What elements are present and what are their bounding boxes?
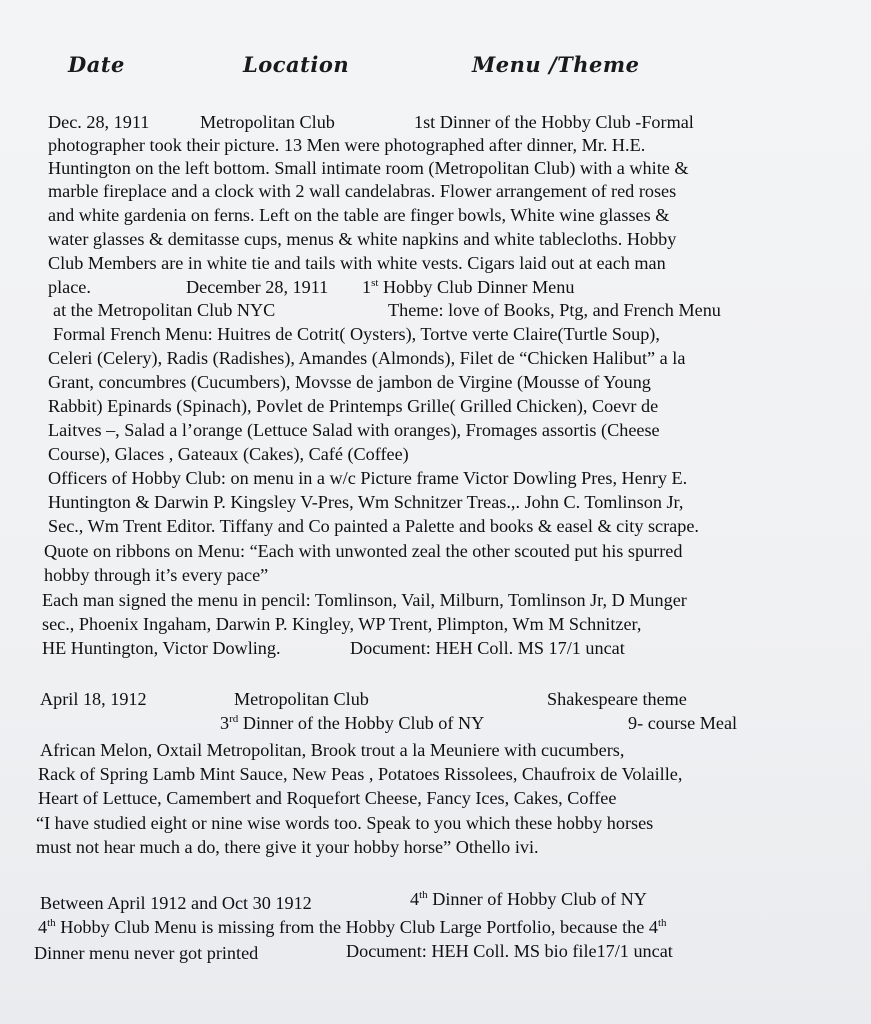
entry2-location: Metropolitan Club [234,689,369,709]
entry3-line2: Dinner menu never got printed [34,943,259,963]
menu-line: Rabbit) Epinards (Spinach), Povlet de Printemps Grille( Grilled Chicken), Coevr de [48,396,659,416]
entry1-line: Huntington on the left bottom. Small intimate room (Metropolitan Club) with a white & [48,158,689,178]
menu-line: Formal French Menu: Huitres de Cotrit( Oysters), Tortve verte Claire(Turtle Soup), [53,324,660,344]
menu-line: Each man signed the menu in pencil: Tomlinson, Vail, Milburn, Tomlinson Jr, D Munger [42,590,687,610]
entry3-line: 4th Hobby Club Menu is missing from the Hobby Club Large Portfolio, because the 4th [38,917,667,937]
entry2-theme: Shakespeare theme [547,689,687,709]
entry3-date: Between April 1912 and Oct 30 1912 [40,893,312,913]
entry1-place-word: place. [48,277,91,297]
entry1-line: photographer took their picture. 13 Men were photographed after dinner, Mr. H.E. [48,135,646,155]
entry2-line: must not hear much a do, there give it your hobby horse” Othello ivi. [36,837,539,857]
entry3-document: Document: HEH Coll. MS bio file17/1 uncat [346,941,673,961]
entry1-menu-title: 1st Hobby Club Dinner Menu [362,277,575,297]
entry1-theme: Theme: love of Books, Ptg, and French Menu [388,300,721,320]
entry2-course: 9- course Meal [628,713,738,733]
location-header: Location [243,52,350,77]
menu-line: Grant, concumbres (Cucumbers), Movsse de jambon de Virgine (Mousse of Young [48,372,651,392]
menu-line: Huntington & Darwin P. Kingsley V-Pres, Wm Schnitzer Treas.,. John C. Tomlinson Jr, [48,492,684,512]
entry2-date: April 18, 1912 [40,689,147,709]
menu-line: Course), Glaces , Gateaux (Cakes), Café (Coffee) [48,444,409,464]
date-header: Date [68,52,125,77]
entry2-line: Heart of Lettuce, Camembert and Roquefort Cheese, Fancy Ices, Cakes, Coffee [38,788,617,808]
entry1-location: Metropolitan Club [200,112,335,132]
menu-line: hobby through it’s every pace” [44,565,269,585]
menu-line: Laitves –, Salad a l’orange (Lettuce Salad with oranges), Fromages assortis (Cheese [48,420,660,440]
menu-theme-header: Menu /Theme [472,52,640,77]
entry1-menu-date: December 28, 1911 [186,277,329,297]
menu-line: Quote on ribbons on Menu: “Each with unwonted zeal the other scouted put his spurred [44,541,683,561]
entry1-line: water glasses & demitasse cups, menus & white napkins and white tablecloths. Hobby [48,229,677,249]
entry1-venue: at the Metropolitan Club NYC [53,300,276,320]
menu-line: Officers of Hobby Club: on menu in a w/c Picture frame Victor Dowling Pres, Henry E. [48,468,688,488]
entry1-line: marble fireplace and a clock with 2 wall candelabras. Flower arrangement of red roses [48,181,677,201]
entry1-date: Dec. 28, 1911 [48,112,150,132]
entry1-line: and white gardenia on ferns. Left on the table are finger bowls, White wine glasses & [48,205,670,225]
entry2-line: African Melon, Oxtail Metropolitan, Brook trout a la Meuniere with cucumbers, [40,740,625,760]
entry1-line: Club Members are in white tie and tails with white vests. Cigars laid out at each man [48,253,666,273]
entry1-last-names: HE Huntington, Victor Dowling. [42,638,281,658]
entry3-dinner-title: 4th Dinner of Hobby Club of NY [410,889,647,909]
entry1-title: 1st Dinner of the Hobby Club -Formal [414,112,694,132]
entry1-document: Document: HEH Coll. MS 17/1 uncat [350,638,625,658]
entry2-dinner-title: 3rd Dinner of the Hobby Club of NY [220,713,485,733]
menu-line: Sec., Wm Trent Editor. Tiffany and Co painted a Palette and books & easel & city scrape. [48,516,699,536]
menu-line: sec., Phoenix Ingaham, Darwin P. Kingley, WP Trent, Plimpton, Wm M Schnitzer, [42,614,642,634]
menu-line: Celeri (Celery), Radis (Radishes), Amandes (Almonds), Filet de “Chicken Halibut” a la [48,348,686,368]
entry2-line: “I have studied eight or nine wise words too. Speak to you which these hobby horses [36,813,654,833]
entry2-line: Rack of Spring Lamb Mint Sauce, New Peas , Potatoes Rissolees, Chaufroix de Volaille, [38,764,683,784]
